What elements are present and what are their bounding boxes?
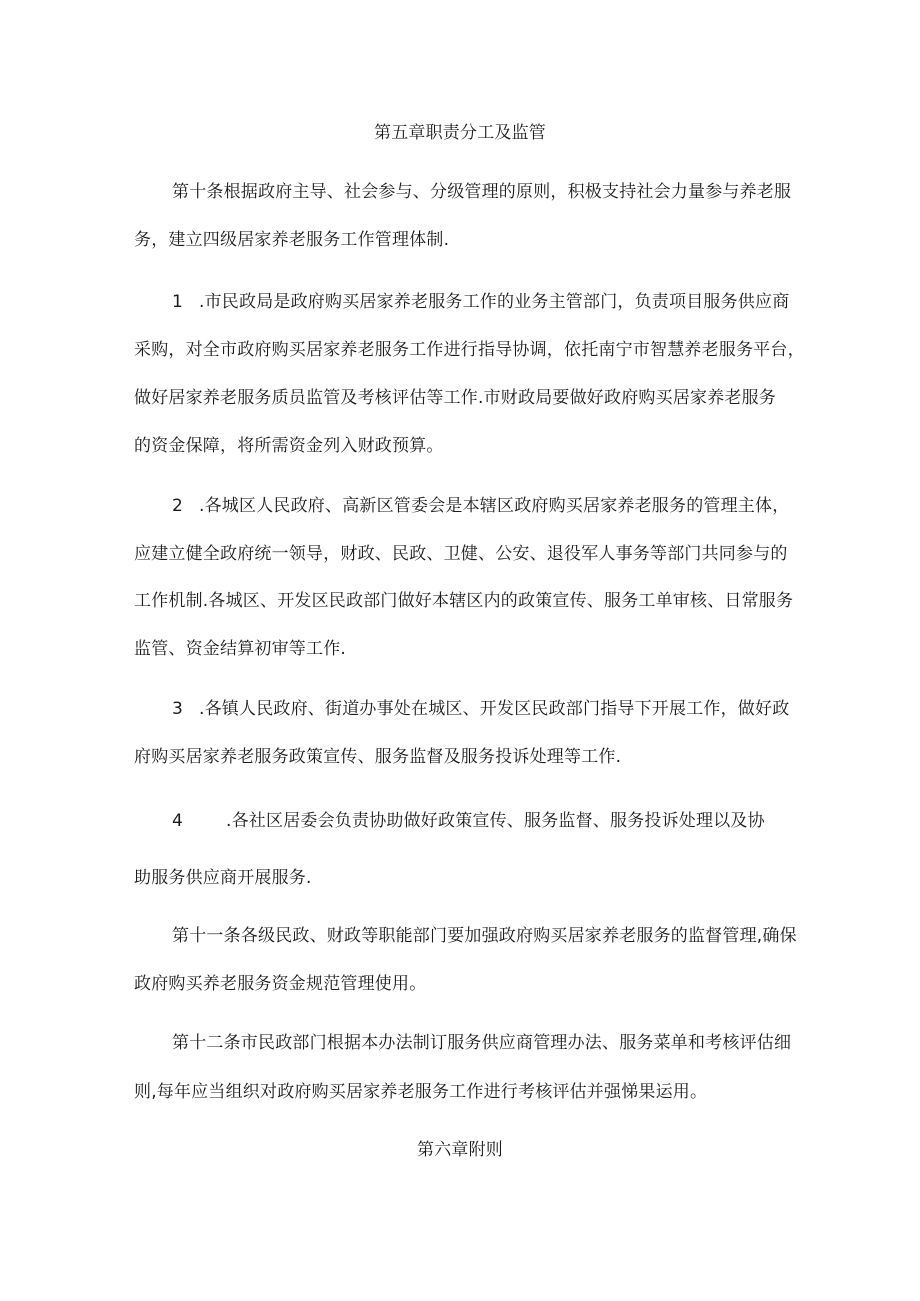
chapter6-title: 第六章附则 [417,1140,503,1160]
item-1-line-4: 的资金保障，将所需资金列入财政预算。 [134,436,444,456]
item-3-line-1 [172,698,789,720]
item-1-line-1 [172,291,789,313]
item-1-line-2: 采购，对全市政府购买居家养老服务工作进行指导协调，依托南宁市智慧养老服务平台， [134,340,805,360]
chapter5-title: 第五章职责分工及监管 [374,123,546,143]
item-4-line-1 [172,810,765,832]
item-2-line-2: 应建立健全政府统一领导，财政、民政、卫健、公安、退役军人事务等部门共同参与的 [134,544,788,564]
item-2-line-1 [172,495,789,517]
article-12-line-1: 第十二条市民政部门根据本办法制订服务供应商管理办法、服务菜单和考核评估细 [172,1033,792,1053]
item-4-line-2: 助服务供应商开展服务. [134,868,312,888]
item-3-line-2: 府购买居家养老服务政策宣传、服务监督及服务投诉处理等工作. [134,747,622,767]
item-1-line-3: 做好居家养老服务质员监管及考核评估等工作.市财政局要做好政府购买居家养老服务 [134,388,777,408]
article-11-line-1: 第十一条各级民政、财政等职能部门要加强政府购买居家养老服务的监督管理,确保 [172,926,797,946]
item-4-text: .各社区居委会负责协助做好政策宣传、服务监督、服务投诉处理以及协 [226,811,765,831]
item-4-number: 4 [172,811,184,831]
item-1-number: 1 [172,292,184,312]
item-3-number: 3 [172,699,184,719]
article-12-line-2: 则,每年应当组织对政府购买居家养老服务工作进行考核评估并强悌果运用。 [134,1082,708,1102]
item-2-number: 2 [172,496,184,516]
item-2-text: .各城区人民政府、高新区管委会是本辖区政府购买居家养老服务的管理主体， [199,496,790,516]
item-3-text: .各镇人民政府、街道办事处在城区、开发区民政部门指导下开展工作，做好政 [199,699,790,719]
item-2-line-4: 监管、资金结算初审等工作. [134,639,347,659]
article-11-line-2: 政府购买养老服务资金规范管理使用。 [134,974,427,994]
item-2-line-3: 工作机制.各城区、开发区民政部门做好本辖区内的政策宣传、服务工单审核、日常服务 [134,591,794,611]
article-10-line-2: 务，建立四级居家养老服务工作管理体制. [134,230,450,250]
item-1-text: .市民政局是政府购买居家养老服务工作的业务主管部门，负责项目服务供应商 [199,292,790,312]
article-10-line-1: 第十条根据政府主导、社会参与、分级管理的原则，积极支持社会力量参与养老服 [172,182,792,202]
